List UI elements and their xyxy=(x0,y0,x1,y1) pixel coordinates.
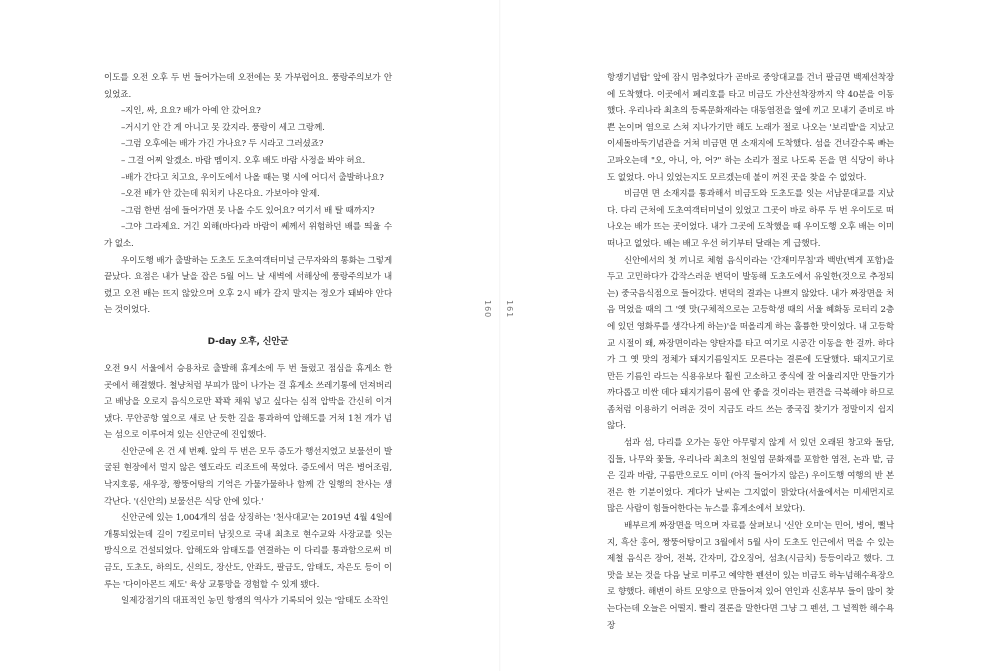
dialogue-line: –거시기 안 간 게 아니고 못 갔지라. 풍랑이 세고 그랑께. xyxy=(121,122,325,133)
paragraph: 섬과 섬, 다리를 오가는 동안 아무렇지 않게 서 있던 오래된 창고와 돌담, 집들, 나무와 꽃들, 우리나라 최초의 천일염 문화재를 포함한 염전, 논과 밭, 금은 길과 바람, 구름만으로도 이미 (아직 들어가지 않은) 우이도행 여행의 반 본전은 한 기분이었다. 게다가 날씨는 그지없이 맑았다(서울에서는 미세먼지로 많은 사람이 힘들어한다는 뉴스를 휴게소에서 보았다). xyxy=(607,438,894,515)
paragraph: 비금면 면 소재지를 통과해서 비금도와 도초도를 잇는 서남문대교를 지났다. 다리 근처에 도초여객터미널이 있었고 그곳이 바로 하루 두 번 우이도로 떠나오는 배가 뜨는 곳이었다. 내가 그곳에 도착했을 때 우이도행 오후 배는 이미 떠나고 없었다. 배는 배고 우선 허기부터 달래는 게 급했다. xyxy=(607,189,894,249)
dialogue-line: –배가 간다고 치고요, 우이도에서 나올 때는 몇 시에 어디서 출발하나요? xyxy=(121,172,384,183)
page-number-left: 160 xyxy=(483,300,492,319)
paragraph: 신안군에 있는 1,004개의 섬을 상징하는 '천사대교'는 2019년 4월 4일에 개통되었는데 길이 7킬로미터 남짓으로 국내 최초로 현수교와 사장교를 잇는 방식으로 건설되었다. 압해도와 암태도를 연결하는 이 다리를 통과함으로써 비금도, 도초도, 하의도, 신의도, 장산도, 안좌도, 팔금도, 암태도, 자은도 등이 이루는 '다이아몬드 제도' 육상 교통망을 경험할 수 있게 됐다. xyxy=(104,513,392,590)
right-text-column xyxy=(607,70,894,634)
paragraph: 오전 9시 서울에서 승용차로 출발해 휴게소에 두 번 들렀고 점심을 휴게소 한 곳에서 해결했다. 철냥처럼 부피가 많이 나가는 걸 휴게소 쓰레기통에 던져버리고 배낭을 오로지 음식으로만 꽉꽉 채워 넣고 싶다는 심적 압박을 간신히 이겨냈다. 무안공항 옆으로 새로 난 듯한 길을 통과하여 압해도를 거쳐 1천 개가 넘는 섬으로 이루어져 있는 신안군에 진입했다. xyxy=(104,363,392,441)
paragraph: 신안에서의 첫 끼니로 체험 음식이라는 '간재미무침'과 백반(벽게 포함)을 두고 고민하다가 갑작스러운 변덕이 발동해 도초도에서 유일한(것으로 추정되는) 중국음식점으로 들어갔다. 변덕의 결과는 나쁘지 않았다. 내가 짜장면을 처음 먹었을 때의 그 '옛 맛(구체적으로는 고등학생 때의 서울 혜화동 로터리 2층에 있던 영화루를 생각나게 하는)'을 떠올리게 하는 훌륭한 맛이었다. 내 고등학교 시절이 왜, 짜장면이라는 양탄자를 타고 여기로 시공간 이동을 한 걸까. 하다가 그 옛 맛의 정체가 돼지기름일지도 모른다는 결론에 도달했다. 돼지고기로 만든 기름인 라드는 식용유보다 훨씬 고소하고 중식에 잘 어울리지만 만들기가 까다롭고 비싼 데다 돼지기름이 몸에 안 좋을 것이라는 편견을 극복해야 하므로 좀처럼 이용하기 어려운 것이 지금도 라드 쓰는 중국집 찾기가 정말이지 쉽지 않다. xyxy=(607,255,894,432)
dialogue-line: –그럼 오후에는 배가 가긴 가나요? 두 시라고 그러셨죠? xyxy=(121,139,324,150)
dialogue-line: –그야 그라제요. 거긴 외해(바다)라 바람이 쎄께서 위험하던 배를 띄울 수가 없소. xyxy=(104,222,392,249)
section-heading: D-day 오후, 신안군 xyxy=(207,336,289,347)
dialogue-line: – 그걸 어찌 알겠소. 바람 멤이지. 오후 배도 바람 사정을 봐야 허요. xyxy=(121,155,366,166)
paragraph: 신안군에 온 건 세 번째. 앞의 두 번은 모두 증도가 행선지였고 보물선이 발굴된 현장에서 멀지 않은 엘도라도 리조트에 묵었다. 증도에서 먹은 병어조림, 낙지호롱, 새우장, 짱뚱어탕의 기억은 가물가물하나 함께 간 일행의 찬사는 생각난다. '(신안의) 보물선은 식당 안에 있다.' xyxy=(104,446,392,507)
dialogue-line: –지인, 싸, 요요? 배가 아예 안 갔어요? xyxy=(121,106,261,117)
paragraph: 항쟁기념탑' 앞에 잠시 멈추었다가 곧바로 중앙대교를 건너 팔금면 백제선착장에 도착했다. 이곳에서 페리호를 타고 비금도 가산선착장까지 약 40분을 이동했다. 우리나라 최초의 등록문화재라는 대동염전을 옆에 끼고 모내기 준비로 바쁜 논이며 염으로 스쳐 지나가기만 해도 노래가 절로 나오는 '보리밭'을 지났고 이세돌바둑기념관을 거쳐 비금면 면 소재지에 도착했다. 섬을 건너갈수록 빠는 고파오는데 "오, 아니, 아, 어?" 하는 소리가 절로 나도록 돈을 면 식당이 하나도 없었다. 아니 있었는지도 모르겠는데 불이 꺼진 곳을 찾을 수 없었다. xyxy=(607,73,894,183)
paragraph: 배부르게 짜장면을 먹으며 자료를 살펴보니 '신안 오미'는 민어, 병어, 뻘낙지, 흑산 홍어, 짱뚱어탕이고 3월에서 5월 사이 도초도 인근에서 먹을 수 있는 제철 음식은 장어, 전복, 간자미, 갑오징어, 섬초(시금치) 등등이라고 했다. 그 맛을 보는 것을 다음 날로 미루고 예약한 펜션이 있는 비금도 하누넘해수욕장으로 향했다. 해변이 하트 모양으로 만들어져 있어 연인과 신혼부부 들이 많이 찾는다는데 오늘은 어떨지. 빨리 결론을 말한다면 그냥 그 펜션, 그 널찍한 해수욕장 xyxy=(607,521,894,631)
dialogue-line: –오전 배가 안 갔는데 워치키 나온다요. 가보아야 알제. xyxy=(121,189,320,200)
paragraph: 이도를 오전 오후 두 번 들어가는데 오전에는 못 가부럽어요. 풍랑주의보가 안 있었죠. xyxy=(104,73,392,100)
paragraph: 일제강점기의 대표적인 농민 항쟁의 역사가 기록되어 있는 '암태도 소작인 xyxy=(121,596,389,607)
paragraph: 우이도행 배가 출발하는 도초도 도초여객터미널 근무자와의 통화는 그렇게 끝났다. 요점은 내가 날을 잡은 5월 어느 날 새벽에 서해상에 풍랑주의보가 내렸고 오전 배는 뜨지 않았으며 오후 2시 배가 갈지 말지는 정오가 돼봐야 안다는 것이었다. xyxy=(104,255,392,316)
page-number-right: 161 xyxy=(505,300,514,319)
dialogue-line: –그럼 한번 섬에 들어가면 못 나올 수도 있어요? 여기서 배 탈 때까지? xyxy=(121,205,375,216)
